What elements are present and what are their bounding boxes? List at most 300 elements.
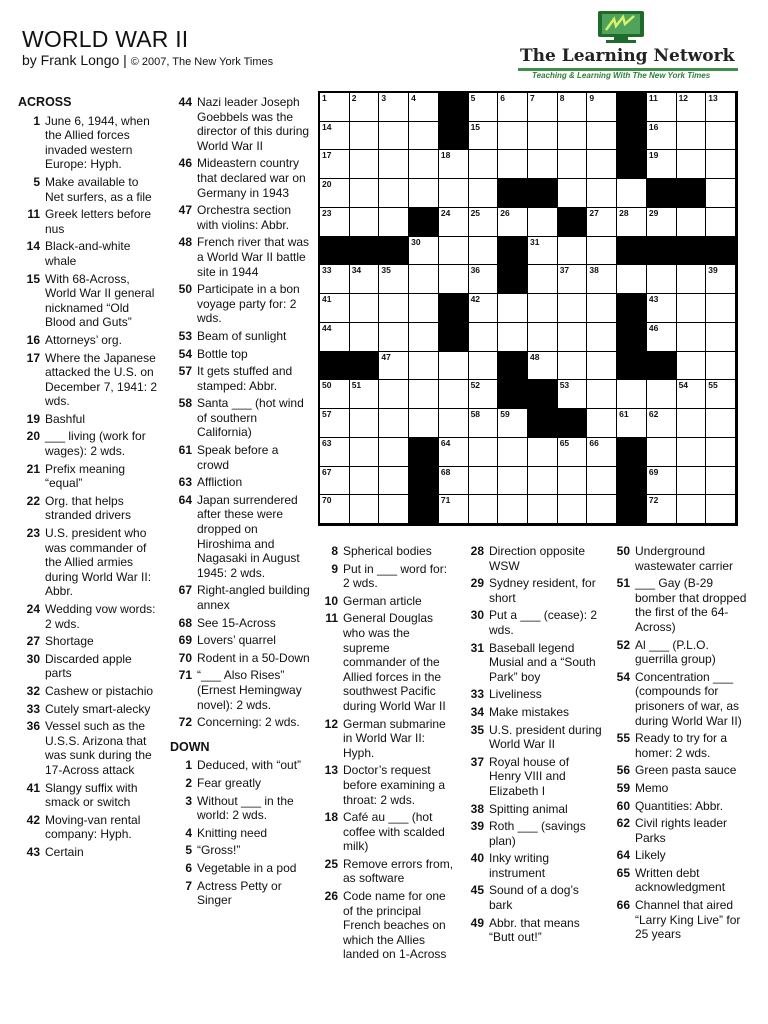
grid-cell[interactable] — [469, 380, 499, 409]
clue-number: 11 — [27, 207, 40, 222]
clue-text: Attorneys’ org. — [45, 332, 122, 347]
down-clue — [608, 799, 748, 814]
grid-cell[interactable] — [320, 380, 350, 409]
grid-cell[interactable] — [587, 380, 617, 409]
grid-cell[interactable] — [498, 323, 528, 352]
down-clues-column-4 — [462, 544, 602, 948]
cell-number: 64 — [440, 437, 451, 448]
clue-number: 44 — [178, 95, 192, 109]
grid-cell[interactable] — [558, 294, 588, 323]
grid-cell[interactable] — [587, 323, 617, 352]
across-clue — [18, 175, 158, 204]
clue-text: Civil rights leader Parks — [635, 816, 728, 845]
clue-number: 46 — [178, 156, 192, 171]
grid-cell[interactable] — [558, 179, 588, 208]
grid-cell[interactable] — [439, 265, 469, 294]
grid-cell[interactable] — [706, 93, 736, 122]
grid-cell[interactable] — [558, 122, 588, 151]
clue-number: 32 — [26, 683, 40, 698]
grid-cell[interactable] — [439, 352, 469, 381]
grid-cell[interactable] — [498, 467, 528, 496]
grid-cell[interactable] — [647, 208, 677, 237]
grid-cell[interactable] — [528, 208, 558, 237]
across-clue — [170, 668, 310, 712]
grid-cell[interactable] — [439, 237, 469, 266]
grid-cell[interactable] — [379, 208, 409, 237]
grid-cell[interactable] — [320, 409, 350, 438]
clue-text: Make mistakes — [489, 704, 570, 719]
grid-cell[interactable] — [587, 150, 617, 179]
grid-cell[interactable] — [469, 352, 499, 381]
grid-cell[interactable] — [587, 122, 617, 151]
grid-cell[interactable] — [558, 495, 588, 524]
grid-cell[interactable] — [469, 122, 499, 151]
grid-cell[interactable] — [320, 438, 350, 467]
grid-cell[interactable] — [439, 380, 469, 409]
clue-text: Written debt acknowledgment — [635, 865, 726, 895]
grid-cell[interactable] — [320, 179, 350, 208]
grid-cell[interactable] — [677, 122, 707, 151]
clue-text: Discarded apple parts — [45, 651, 132, 681]
grid-cell[interactable] — [647, 122, 677, 151]
clue-text: Certain — [45, 844, 84, 859]
across-clue — [18, 634, 158, 649]
grid-cell[interactable] — [409, 237, 439, 266]
clue-number: 19 — [26, 411, 40, 426]
grid-cell[interactable] — [558, 150, 588, 179]
black-square — [498, 179, 528, 208]
black-square — [439, 323, 469, 352]
grid-cell[interactable] — [587, 93, 617, 122]
grid-cell[interactable] — [469, 467, 499, 496]
grid-cell[interactable] — [320, 495, 350, 524]
clue-number: 68 — [178, 615, 192, 630]
cell-number: 69 — [648, 466, 659, 477]
grid-cell[interactable] — [379, 467, 409, 496]
clue-number: 64 — [616, 848, 630, 863]
grid-cell[interactable] — [350, 495, 380, 524]
black-square — [617, 323, 647, 352]
clue-text: Underground wastewater carrier — [635, 544, 734, 573]
grid-cell[interactable] — [320, 467, 350, 496]
grid-cell[interactable] — [558, 237, 588, 266]
grid-cell[interactable] — [528, 495, 558, 524]
down-clue — [608, 898, 748, 942]
clue-number: 59 — [616, 780, 630, 795]
grid-cell[interactable] — [379, 380, 409, 409]
grid-cell[interactable] — [498, 122, 528, 151]
across-clue — [170, 203, 310, 232]
grid-cell[interactable] — [677, 208, 707, 237]
grid-cell[interactable] — [528, 237, 558, 266]
grid-cell[interactable] — [587, 495, 617, 524]
grid-cell[interactable] — [350, 150, 380, 179]
grid-cell[interactable] — [409, 179, 439, 208]
grid-cell[interactable] — [677, 150, 707, 179]
grid-cell[interactable] — [617, 208, 647, 237]
grid-cell[interactable] — [379, 265, 409, 294]
grid-cell[interactable] — [469, 93, 499, 122]
across-clue — [170, 651, 310, 666]
grid-cell[interactable] — [439, 467, 469, 496]
grid-cell[interactable] — [706, 495, 736, 524]
down-clue — [316, 810, 454, 854]
grid-cell[interactable] — [379, 323, 409, 352]
grid-cell[interactable] — [320, 208, 350, 237]
cell-number: 7 — [530, 93, 535, 103]
clue-number: 70 — [178, 650, 192, 665]
grid-cell[interactable] — [469, 150, 499, 179]
across-clue — [170, 235, 310, 279]
grid-cell[interactable] — [469, 179, 499, 208]
grid-cell[interactable] — [439, 208, 469, 237]
across-clue — [18, 351, 158, 409]
puzzle-title: WORLD WAR II — [22, 26, 189, 52]
grid-cell[interactable] — [379, 179, 409, 208]
cell-number: 57 — [322, 409, 332, 420]
black-square — [617, 122, 647, 151]
grid-cell[interactable] — [350, 122, 380, 151]
grid-cell[interactable] — [587, 265, 617, 294]
clue-text: Prefix meaning “equal” — [45, 461, 126, 491]
grid-cell[interactable] — [350, 179, 380, 208]
down-clue — [316, 544, 454, 559]
grid-cell[interactable] — [647, 150, 677, 179]
cell-number: 3 — [381, 93, 387, 103]
grid-cell[interactable] — [528, 352, 558, 381]
grid-cell[interactable] — [439, 495, 469, 524]
clue-text: Speak before a crowd — [197, 443, 279, 472]
clue-number: 25 — [324, 856, 338, 871]
grid-cell[interactable] — [647, 380, 677, 409]
down-clue — [462, 608, 602, 637]
grid-cell[interactable] — [558, 438, 588, 467]
grid-cell[interactable] — [677, 93, 707, 122]
cell-number: 2 — [351, 93, 357, 103]
grid-cell[interactable] — [677, 409, 707, 438]
black-square — [498, 352, 528, 381]
black-square — [617, 93, 647, 122]
clue-text: Put in ___ word for: 2 wds. — [343, 561, 448, 591]
grid-cell[interactable] — [439, 438, 469, 467]
grid-cell[interactable] — [439, 409, 469, 438]
grid-cell[interactable] — [647, 93, 677, 122]
grid-cell[interactable] — [379, 409, 409, 438]
grid-cell[interactable] — [647, 495, 677, 524]
grid-cell[interactable] — [677, 380, 707, 409]
grid-cell[interactable] — [409, 352, 439, 381]
grid-cell[interactable] — [409, 380, 439, 409]
clue-number: 72 — [178, 715, 192, 730]
grid-cell[interactable] — [469, 323, 499, 352]
cell-number: 13 — [708, 93, 718, 103]
across-clue — [18, 719, 158, 777]
down-clue — [608, 816, 748, 845]
cell-number: 59 — [500, 409, 510, 420]
grid-cell[interactable] — [439, 150, 469, 179]
grid-cell[interactable] — [677, 323, 707, 352]
clue-text: Vessel such as the U.S.S. Arizona that was sunk during the 17-Across attack — [45, 719, 152, 777]
down-clue — [608, 638, 748, 667]
cell-number: 72 — [648, 495, 659, 506]
grid-cell[interactable] — [528, 438, 558, 467]
clue-number: 62 — [616, 816, 630, 831]
clue-text: Mideastern country that declared war on Germany in 1943 — [197, 156, 306, 200]
grid-cell[interactable] — [409, 122, 439, 151]
clue-number: 27 — [26, 634, 40, 649]
grid-cell[interactable] — [558, 467, 588, 496]
clue-text: Participate in a bon voyage party for: 2 wds. — [197, 282, 300, 326]
grid-cell[interactable] — [350, 323, 380, 352]
clue-text: Vegetable in a pod — [197, 860, 297, 875]
clue-text: Concerning: 2 wds. — [197, 715, 300, 730]
grid-cell[interactable] — [379, 495, 409, 524]
black-square — [617, 467, 647, 496]
grid-cell[interactable] — [706, 122, 736, 151]
black-square — [558, 409, 588, 438]
clue-number: 47 — [178, 203, 192, 218]
grid-cell[interactable] — [706, 323, 736, 352]
clue-text: Sound of a dog’s bark — [489, 883, 579, 913]
black-square — [320, 352, 350, 381]
grid-cell[interactable] — [677, 438, 707, 467]
grid-cell[interactable] — [498, 208, 528, 237]
grid-cell[interactable] — [320, 323, 350, 352]
across-clue — [18, 494, 158, 523]
cell-number: 14 — [322, 121, 332, 132]
grid-cell[interactable] — [677, 294, 707, 323]
grid-cell[interactable] — [379, 352, 409, 381]
clue-number: 67 — [178, 583, 192, 598]
down-clues-column-3 — [316, 544, 454, 965]
cell-number: 55 — [708, 380, 718, 391]
grid-cell[interactable] — [409, 150, 439, 179]
clue-number: 14 — [26, 239, 40, 254]
clue-number: 3 — [185, 793, 192, 808]
grid-cell[interactable] — [469, 265, 499, 294]
cell-number: 61 — [619, 409, 629, 420]
down-clue — [462, 755, 602, 799]
clue-number: 11 — [325, 611, 338, 626]
grid-cell[interactable] — [617, 179, 647, 208]
black-square — [498, 265, 528, 294]
clue-text: U.S. president during World War II — [489, 722, 602, 752]
grid-cell[interactable] — [350, 380, 380, 409]
clue-number: 9 — [331, 561, 338, 576]
grid-cell[interactable] — [558, 352, 588, 381]
clue-number: 69 — [178, 633, 192, 648]
grid-cell[interactable] — [350, 208, 380, 237]
clue-text: ___ living (work for wages): 2 wds. — [45, 429, 146, 459]
grid-cell[interactable] — [558, 93, 588, 122]
grid-cell[interactable] — [379, 438, 409, 467]
clue-number: 6 — [185, 860, 192, 875]
grid-cell[interactable] — [587, 208, 617, 237]
clue-text: Inky writing instrument — [489, 851, 550, 880]
grid-cell[interactable] — [647, 265, 677, 294]
grid-cell[interactable] — [409, 294, 439, 323]
grid-cell[interactable] — [320, 150, 350, 179]
grid-cell[interactable] — [706, 208, 736, 237]
cell-number: 48 — [530, 351, 540, 362]
clue-number: 13 — [324, 763, 338, 778]
grid-cell[interactable] — [587, 294, 617, 323]
down-clue — [462, 641, 602, 685]
grid-cell[interactable] — [558, 265, 588, 294]
black-square — [379, 237, 409, 266]
grid-cell[interactable] — [528, 323, 558, 352]
grid-cell[interactable] — [498, 150, 528, 179]
clue-text: Doctor’s request before examining a throat: 2 wds. — [343, 763, 446, 807]
clue-number: 36 — [26, 719, 40, 734]
across-clue — [18, 845, 158, 860]
grid-cell[interactable] — [320, 122, 350, 151]
grid-cell[interactable] — [706, 179, 736, 208]
cell-number: 15 — [470, 121, 481, 132]
grid-cell[interactable] — [469, 294, 499, 323]
across-clue — [18, 602, 158, 631]
grid-cell[interactable] — [528, 122, 558, 151]
grid-cell[interactable] — [647, 409, 677, 438]
grid-cell[interactable] — [469, 409, 499, 438]
grid-cell[interactable] — [647, 467, 677, 496]
cell-number: 33 — [322, 265, 332, 276]
grid-cell[interactable] — [320, 265, 350, 294]
grid-cell[interactable] — [409, 93, 439, 122]
grid-cell[interactable] — [469, 237, 499, 266]
grid-cell[interactable] — [558, 323, 588, 352]
grid-cell[interactable] — [558, 380, 588, 409]
tv-monitor-icon — [592, 10, 650, 44]
grid-cell[interactable] — [379, 150, 409, 179]
learning-network-logo[interactable] — [518, 8, 740, 86]
grid-cell[interactable] — [677, 352, 707, 381]
down-clue — [462, 802, 602, 817]
grid-cell[interactable] — [498, 409, 528, 438]
grid-cell[interactable] — [320, 294, 350, 323]
across-clue — [170, 583, 310, 612]
grid-cell[interactable] — [528, 265, 558, 294]
grid-cell[interactable] — [320, 93, 350, 122]
grid-cell[interactable] — [498, 438, 528, 467]
grid-cell[interactable] — [617, 265, 647, 294]
clue-text: Deduced, with “out” — [197, 758, 302, 773]
grid-cell[interactable] — [409, 265, 439, 294]
clue-number: 35 — [470, 722, 484, 737]
grid-cell[interactable] — [706, 438, 736, 467]
grid-cell[interactable] — [677, 265, 707, 294]
grid-cell[interactable] — [350, 467, 380, 496]
clue-text: Org. that helps stranded drivers — [45, 493, 132, 523]
grid-cell[interactable] — [617, 409, 647, 438]
across-clue — [170, 633, 310, 648]
grid-cell[interactable] — [706, 380, 736, 409]
black-square — [528, 409, 558, 438]
grid-cell[interactable] — [587, 467, 617, 496]
grid-cell[interactable] — [647, 294, 677, 323]
black-square — [350, 237, 380, 266]
grid-cell[interactable] — [498, 93, 528, 122]
byline — [22, 52, 273, 68]
clue-number: 18 — [324, 810, 338, 825]
grid-cell[interactable] — [647, 438, 677, 467]
grid-cell[interactable] — [350, 265, 380, 294]
grid-cell[interactable] — [647, 323, 677, 352]
black-square — [320, 237, 350, 266]
grid-cell[interactable] — [706, 294, 736, 323]
grid-cell[interactable] — [498, 495, 528, 524]
grid-cell[interactable] — [528, 294, 558, 323]
grid-cell[interactable] — [587, 409, 617, 438]
grid-cell[interactable] — [350, 93, 380, 122]
cell-number: 37 — [559, 265, 570, 276]
grid-cell[interactable] — [379, 93, 409, 122]
grid-cell[interactable] — [617, 380, 647, 409]
black-square — [647, 179, 677, 208]
grid-cell[interactable] — [706, 409, 736, 438]
across-clue — [170, 443, 310, 472]
grid-cell[interactable] — [706, 352, 736, 381]
grid-cell[interactable] — [379, 294, 409, 323]
grid-cell[interactable] — [587, 352, 617, 381]
grid-cell[interactable] — [439, 179, 469, 208]
grid-cell[interactable] — [587, 438, 617, 467]
clue-number: 24 — [26, 602, 40, 616]
black-square — [677, 179, 707, 208]
clue-number: 28 — [470, 544, 484, 558]
grid-cell[interactable] — [409, 409, 439, 438]
grid-cell[interactable] — [469, 495, 499, 524]
clue-text: Direction opposite WSW — [489, 544, 586, 573]
black-square — [350, 352, 380, 381]
cell-number: 62 — [648, 409, 659, 420]
clue-text: Lovers’ quarrel — [197, 633, 276, 648]
down-clue — [170, 879, 310, 908]
clue-text: Quantities: Abbr. — [635, 798, 724, 813]
grid-cell[interactable] — [469, 208, 499, 237]
grid-cell[interactable] — [528, 150, 558, 179]
grid-cell[interactable] — [528, 93, 558, 122]
cell-number: 20 — [322, 179, 332, 190]
grid-cell[interactable] — [677, 467, 707, 496]
grid-cell[interactable] — [469, 438, 499, 467]
grid-cell[interactable] — [587, 237, 617, 266]
black-square — [647, 237, 677, 266]
across-clue — [170, 715, 310, 730]
black-square — [498, 237, 528, 266]
across-clue — [18, 652, 158, 681]
grid-cell[interactable] — [350, 409, 380, 438]
grid-cell[interactable] — [706, 265, 736, 294]
clue-text: It gets stuffed and stamped: Abbr. — [197, 364, 293, 393]
grid-cell[interactable] — [350, 294, 380, 323]
grid-cell[interactable] — [350, 438, 380, 467]
grid-cell[interactable] — [706, 467, 736, 496]
grid-cell[interactable] — [528, 467, 558, 496]
grid-cell[interactable] — [587, 179, 617, 208]
grid-cell[interactable] — [409, 323, 439, 352]
clue-text: Shortage — [45, 634, 94, 649]
clue-number: 61 — [178, 443, 192, 458]
grid-cell[interactable] — [677, 495, 707, 524]
cell-number: 19 — [648, 150, 659, 161]
black-square — [439, 294, 469, 323]
grid-cell[interactable] — [498, 294, 528, 323]
black-square — [558, 208, 588, 237]
clue-number: 64 — [178, 492, 192, 507]
grid-cell[interactable] — [379, 122, 409, 151]
grid-cell[interactable] — [706, 150, 736, 179]
